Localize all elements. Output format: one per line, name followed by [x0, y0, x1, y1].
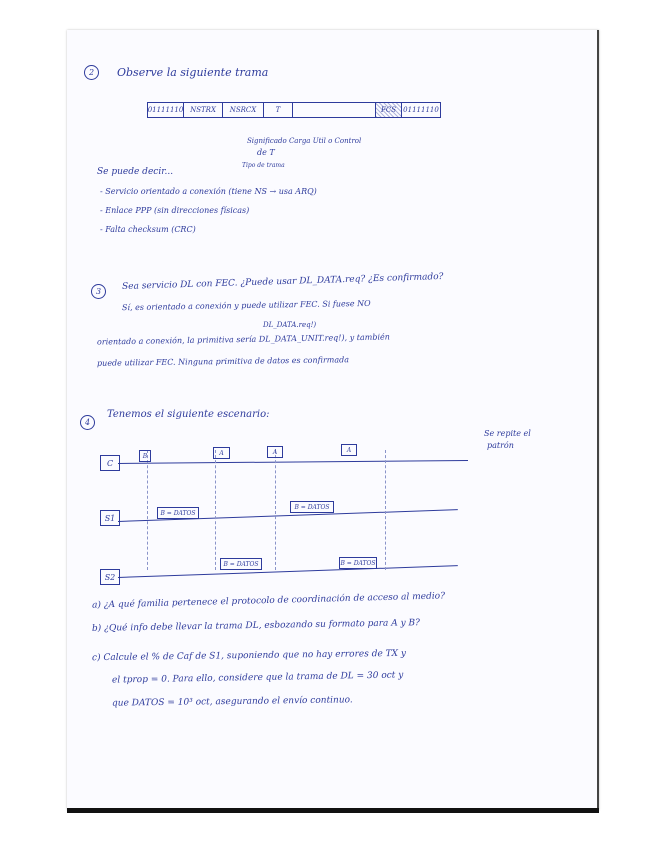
page-bottom-border — [67, 808, 599, 813]
question-4b: b) ¿Qué info debe llevar la trama DL, esbozando su formato para A y B? — [91, 618, 421, 634]
guide-1 — [147, 450, 148, 570]
question-4-number: 4 — [80, 415, 95, 430]
question-3-line-4: puede utilizar FEC. Ninguna primitiva de datos es confirmada — [96, 355, 350, 368]
question-2-bullet-1: - Servicio orientado a conexión (tiene NS → usa ARQ) — [100, 187, 317, 196]
packet-c-a2: A — [267, 446, 283, 458]
station-s2-label: S2 — [100, 569, 120, 585]
question-2-bullet-2: - Enlace PPP (sin direcciones físicas) — [100, 206, 250, 215]
packet-c-b: B — [139, 450, 151, 462]
packet-s2-2: B = DATOS — [339, 557, 377, 569]
packet-c-a3: A — [341, 444, 357, 456]
frame-type-note: Tipo de trama — [242, 162, 285, 169]
packet-s1-2: B = DATOS — [290, 501, 334, 513]
timeline-c — [118, 460, 468, 464]
question-3-number: 3 — [91, 284, 106, 299]
timeline-s2 — [118, 565, 458, 578]
repeat-note-2: patrón — [487, 441, 514, 450]
frame-flag-start: 01111110 — [148, 103, 184, 117]
frame-fcs: FCS — [376, 103, 402, 117]
frame-ns-rx: NSRCX — [223, 103, 264, 117]
question-3-line-3: orientado a conexión, la primitiva sería DL_DATA_UNIT.req!), y también — [96, 332, 390, 347]
question-4-title: Tenemos el siguiente escenario: — [107, 409, 270, 420]
question-2-intro: Se puede decir... — [97, 167, 174, 177]
notebook-page — [67, 30, 599, 810]
question-4c-line-2: el tprop = 0. Para ello, considere que la trama de DL = 30 oct y — [111, 670, 404, 686]
question-4c-line-3: que DATOS = 10³ oct, asegurando el envío continuo. — [111, 695, 353, 709]
station-s1-label: S1 — [100, 510, 120, 526]
guide-2 — [215, 450, 216, 570]
frame-annotation-2: de T — [257, 148, 275, 157]
packet-s1-1: B = DATOS — [157, 507, 199, 519]
frame-type: T — [264, 103, 293, 117]
question-2-title: Observe la siguiente trama — [117, 66, 269, 79]
repeat-note-1: Se repite el — [484, 429, 531, 438]
packet-s2-1: B = DATOS — [220, 558, 262, 570]
question-3-insert: DL_DATA.req!) — [263, 321, 317, 329]
question-3-line-2: Sí, es orientado a conexión y puede utilizar FEC. Si fuese NO — [121, 298, 371, 313]
guide-3 — [275, 450, 276, 570]
frame-ns-tx: NSTRX — [184, 103, 223, 117]
station-c-label: C — [100, 455, 120, 471]
question-4c-line-1: c) Calcule el % de Caf de S1, suponiendo que no hay errores de TX y — [91, 648, 407, 664]
question-3-line-1: Sea servicio DL con FEC. ¿Puede usar DL_DATA.req? ¿Es confirmado? — [121, 271, 444, 293]
frame-flag-end: 01111110 — [403, 106, 439, 114]
frame-diagram — [147, 102, 441, 118]
guide-4 — [385, 450, 386, 570]
frame-annotation: Significado Carga Util o Control — [247, 137, 362, 145]
frame-payload — [293, 103, 376, 117]
question-2-number: 2 — [84, 65, 99, 80]
question-4a: a) ¿A qué familia pertenece el protocolo de coordinación de acceso al medio? — [91, 591, 446, 611]
question-2-bullet-3: - Falta checksum (CRC) — [100, 225, 196, 234]
packet-c-a1: A — [213, 447, 230, 459]
